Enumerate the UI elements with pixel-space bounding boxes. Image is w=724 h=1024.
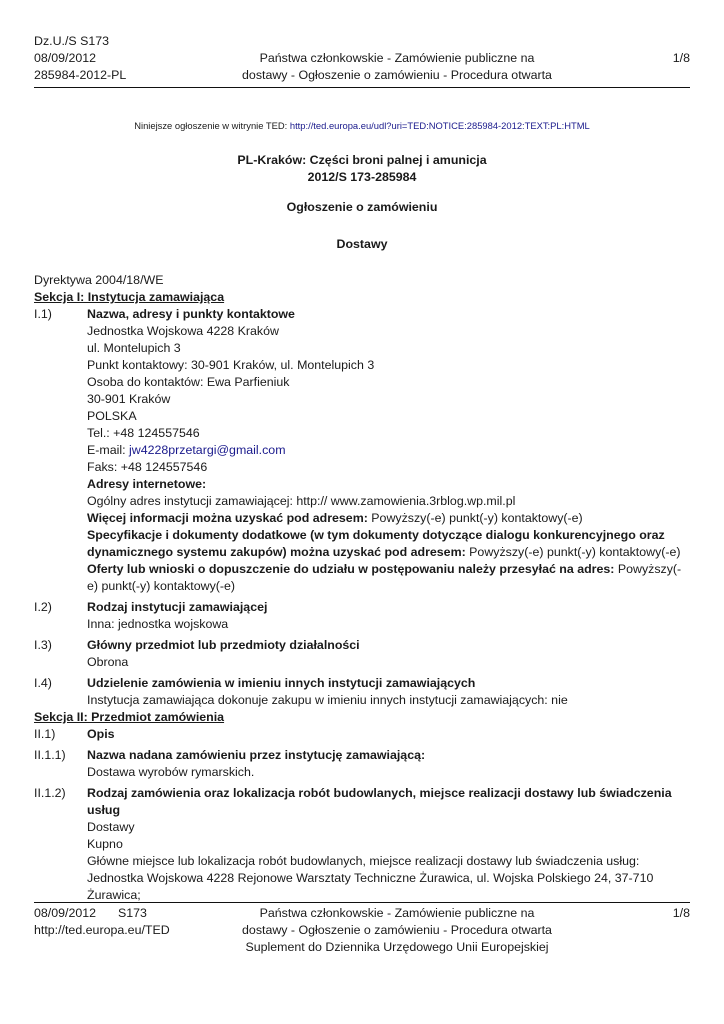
footer-left xyxy=(34,905,170,939)
section-item-ii11 xyxy=(34,747,690,781)
item-body xyxy=(87,675,690,709)
section-heading: Sekcja II: Przedmiot zamówienia xyxy=(34,710,225,724)
item-title: Rodzaj instytucji zamawiającej xyxy=(87,600,268,614)
item-title: Opis xyxy=(87,727,115,741)
publication-date: 08/09/2012 xyxy=(34,51,97,65)
section-item-i1 xyxy=(34,306,690,595)
item-number: I.4) xyxy=(34,676,52,690)
ted-notice-link[interactable]: http://ted.europa.eu/udl?uri=TED:NOTICE:285984-2012:TEXT:PL:HTML xyxy=(289,120,590,131)
general-address: Ogólny adres instytucji zamawiającej: http:// www.zamowienia.3rblog.wp.mil.pl xyxy=(87,494,516,508)
delivery-location: Główne miejsce lub lokalizacja robót budowlanych, miejsce realizacji dostawy lub świadczenia usług: Jednostka Wojskowa 4228 Rejonowe Warsztaty Techniczne Żurawica, ul. Wojska Polskiego 24, 37-710 Żurawica; xyxy=(87,854,654,902)
offers-value: Powyższy(-e) punkt(-y) kontaktowy(-e) xyxy=(87,562,682,593)
directive: Dyrektywa 2004/18/WE xyxy=(34,273,164,287)
more-info xyxy=(87,510,690,527)
item-title: Nazwa nadana zamówieniu przez instytucję zamawiającą: xyxy=(87,748,426,762)
phone-line: Tel.: +48 124557546 xyxy=(87,426,200,440)
footer-center-line: Państwa członkowskie - Zamówienie publiczne na xyxy=(259,906,535,920)
footer-url: http://ted.europa.eu/TED xyxy=(34,923,170,937)
specs-value: Powyższy(-e) punkt(-y) kontaktowy(-e) xyxy=(465,545,681,559)
document-title xyxy=(0,152,724,186)
more-info-label: Więcej informacji można uzyskać pod adresem: xyxy=(87,511,368,525)
ted-notice-line xyxy=(0,120,724,131)
page-header xyxy=(34,33,690,88)
item-text: Obrona xyxy=(87,655,129,669)
more-info-value: Powyższy(-e) punkt(-y) kontaktowy(-e) xyxy=(367,511,583,525)
item-number: I.1) xyxy=(34,307,52,321)
item-title: Główny przedmiot lub przedmioty działalności xyxy=(87,638,360,652)
item-title: Nazwa, adresy i punkty kontaktowe xyxy=(87,307,295,321)
address-line: 30-901 Kraków xyxy=(87,392,171,406)
fax-line: Faks: +48 124557546 xyxy=(87,460,208,474)
item-text: Instytucja zamawiająca dokonuje zakupu w imieniu innych instytucji zamawiających: nie xyxy=(87,693,568,707)
item-body xyxy=(87,747,690,781)
journal-ref: Dz.U./S S173 xyxy=(34,34,110,48)
header-left xyxy=(34,33,126,84)
item-title: Rodzaj zamówienia oraz lokalizacja robót budowlanych, miejsce realizacji dostawy lub świadczenia usług xyxy=(87,786,672,817)
item-body xyxy=(87,306,690,595)
specs-label: Specyfikacje i dokumenty dodatkowe (w tym dokumenty dotyczące dialogu konkurencyjnego oraz dynamicznego systemu zakupów) można uzyskać pod adresem: xyxy=(87,528,665,559)
item-number: I.2) xyxy=(34,600,52,614)
email-line xyxy=(87,442,690,459)
page-number: 1/8 xyxy=(672,51,690,65)
internet-heading: Adresy internetowe: xyxy=(87,477,207,491)
section-item-i4 xyxy=(34,675,690,709)
footer-series: S173 xyxy=(118,906,147,920)
item-number: II.1.2) xyxy=(34,786,66,800)
item-text: Dostawy xyxy=(87,820,135,834)
item-title: Udzielenie zamówienia w imieniu innych instytucji zamawiających xyxy=(87,676,476,690)
address-line: Osoba do kontaktów: Ewa Parfieniuk xyxy=(87,375,290,389)
item-body xyxy=(87,637,690,671)
contract-type: Dostawy xyxy=(336,237,388,251)
section-item-i2 xyxy=(34,599,690,633)
email-link[interactable]: jw4228przetargi@gmail.com xyxy=(129,443,286,457)
header-center-line: Państwa członkowskie - Zamówienie publiczne na xyxy=(259,51,535,65)
footer-date: 08/09/2012 xyxy=(34,906,97,920)
item-text: Dostawa wyrobów rymarskich. xyxy=(87,765,255,779)
notice-id: 285984-2012-PL xyxy=(34,68,127,82)
item-number: I.3) xyxy=(34,638,52,652)
item-number: II.1.1) xyxy=(34,748,66,762)
section-item-ii12 xyxy=(34,785,690,904)
document-body xyxy=(34,272,690,904)
footer-date-line xyxy=(34,905,170,922)
address-line: Jednostka Wojskowa 4228 Kraków xyxy=(87,324,279,338)
section-item-i3 xyxy=(34,637,690,671)
footer-center-line: Suplement do Dziennika Urzędowego Unii Europejskiej xyxy=(245,940,549,954)
footer-page-number: 1/8 xyxy=(672,906,690,920)
title-line: PL-Kraków: Części broni palnej i amunicja xyxy=(237,153,487,167)
item-body xyxy=(87,785,690,904)
header-center-line: dostawy - Ogłoszenie o zamówieniu - Procedura otwarta xyxy=(242,68,552,82)
item-text: Inna: jednostka wojskowa xyxy=(87,617,229,631)
footer-center xyxy=(194,905,600,956)
offers-label: Oferty lub wnioski o dopuszczenie do udziału w postępowaniu należy przesyłać na adres: xyxy=(87,562,615,576)
notice-type: Ogłoszenie o zamówieniu xyxy=(286,200,438,214)
item-body xyxy=(87,599,690,633)
section-heading: Sekcja I: Instytucja zamawiająca xyxy=(34,290,225,304)
item-number: II.1) xyxy=(34,727,56,741)
ted-notice-prefix: Niniejsze ogłoszenie w witrynie TED: xyxy=(134,120,290,131)
address-line: POLSKA xyxy=(87,409,137,423)
item-text: Kupno xyxy=(87,837,123,851)
address-line: Punkt kontaktowy: 30-901 Kraków, ul. Montelupich 3 xyxy=(87,358,375,372)
specs-info xyxy=(87,527,690,561)
section-item-ii1 xyxy=(34,726,690,743)
title-line: 2012/S 173-285984 xyxy=(307,170,417,184)
footer-center-line: dostawy - Ogłoszenie o zamówieniu - Procedura otwarta xyxy=(242,923,552,937)
header-center xyxy=(194,50,600,84)
email-label: E-mail: xyxy=(87,443,129,457)
offers-info xyxy=(87,561,690,595)
address-line: ul. Montelupich 3 xyxy=(87,341,181,355)
page-footer xyxy=(34,902,690,954)
